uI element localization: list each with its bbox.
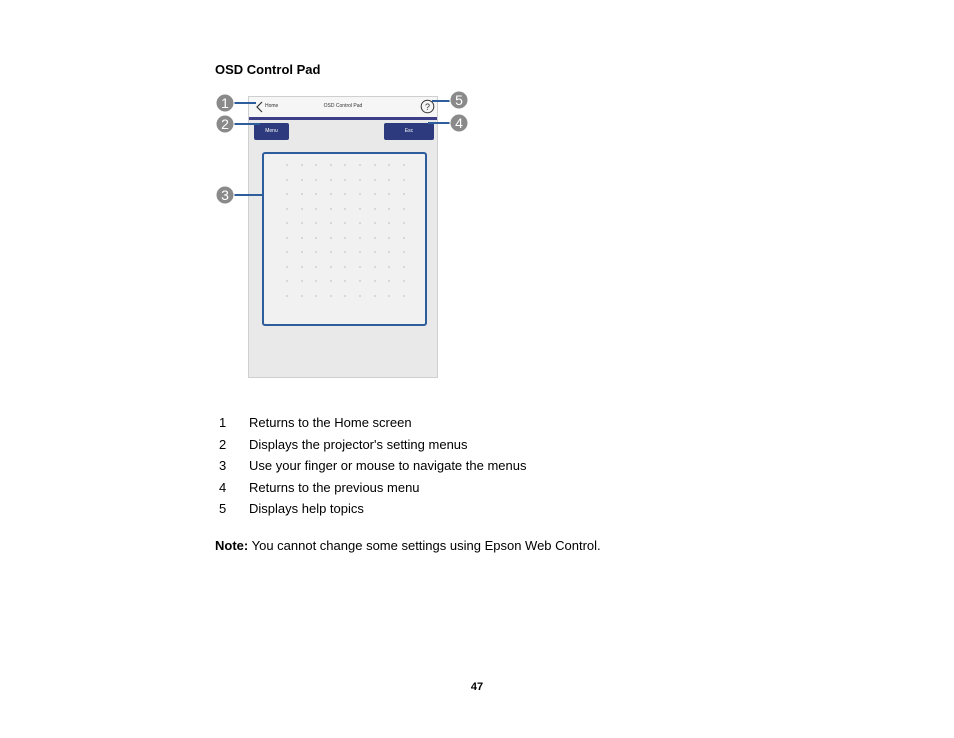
svg-text:4: 4 [455, 115, 463, 131]
callout-layer [210, 86, 480, 382]
legend-item [219, 437, 619, 453]
screen-title: OSD Control Pad [323, 103, 363, 109]
callout-3 [216, 186, 234, 204]
legend-number: 3 [219, 458, 227, 473]
legend-number: 4 [219, 480, 227, 495]
page-number: 47 [470, 681, 484, 693]
note-text: You cannot change some settings using Epson Web Control. [251, 538, 601, 553]
svg-text:?: ? [424, 101, 431, 112]
svg-text:2: 2 [221, 116, 229, 132]
callout-1 [216, 94, 234, 112]
legend-text: Returns to the Home screen [249, 415, 412, 430]
callout-5 [450, 91, 468, 109]
legend-number: 2 [219, 437, 227, 452]
legend-text: Returns to the previous menu [249, 480, 420, 495]
svg-text:3: 3 [221, 187, 229, 203]
legend-item [219, 501, 619, 517]
legend-number: 1 [219, 415, 227, 430]
svg-text:1: 1 [221, 95, 229, 111]
legend-number: 5 [219, 501, 227, 516]
legend-text: Displays help topics [249, 501, 364, 516]
callout-4 [450, 114, 468, 132]
legend-item [219, 415, 619, 431]
osd-control-pad-figure [210, 86, 480, 382]
home-link: Home [265, 103, 279, 109]
legend-item [219, 480, 619, 496]
svg-text:5: 5 [455, 92, 463, 108]
note-label: Note: [215, 538, 249, 553]
legend-text: Use your finger or mouse to navigate the menus [249, 458, 527, 473]
legend-text: Displays the projector's setting menus [249, 437, 468, 452]
section-title: OSD Control Pad [215, 62, 321, 77]
esc-button: Esc [384, 123, 434, 140]
note-paragraph [215, 538, 601, 553]
menu-button: Menu [254, 123, 289, 140]
legend-item [219, 458, 619, 474]
callout-2 [216, 115, 234, 133]
